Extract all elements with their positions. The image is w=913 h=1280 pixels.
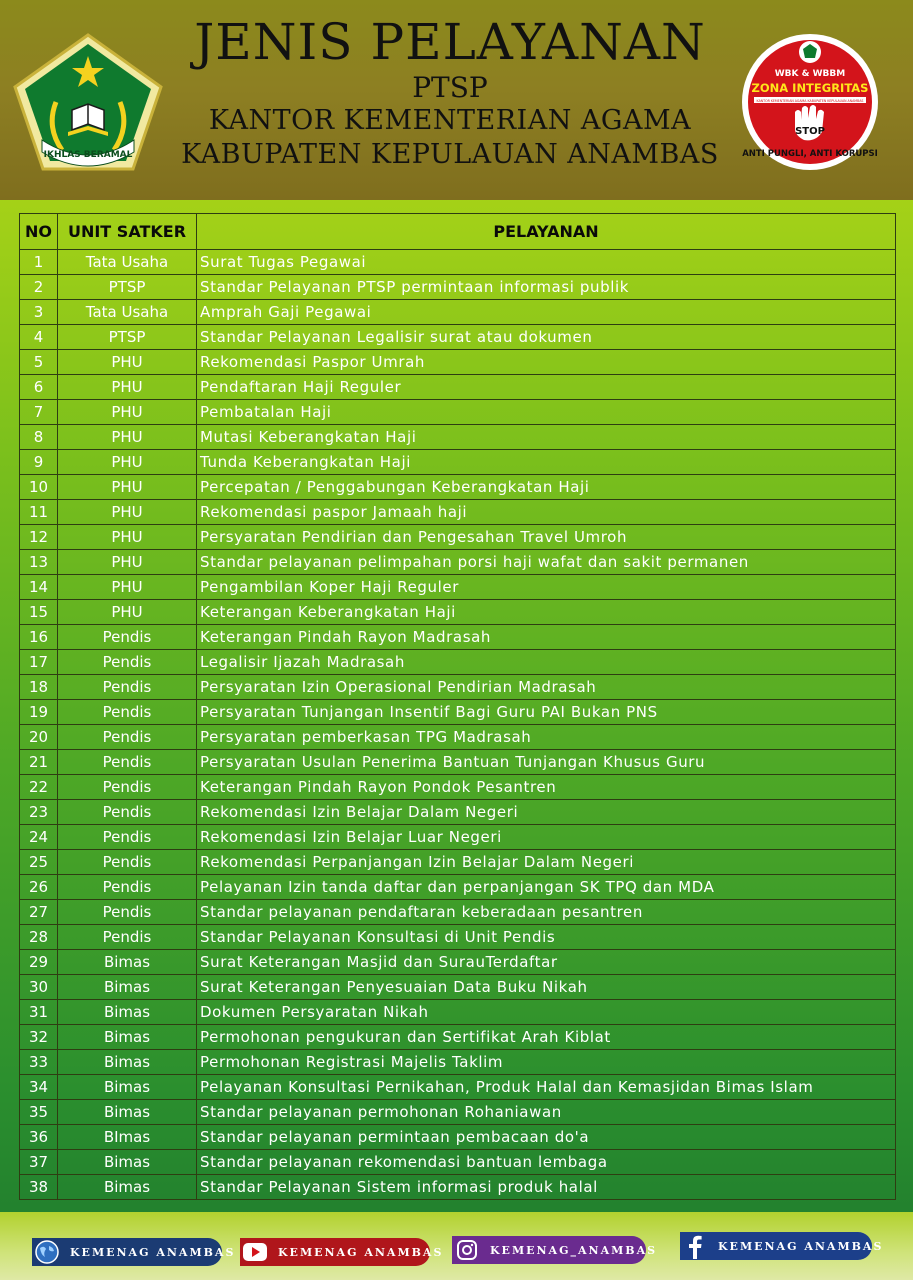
office-name-line2: KABUPATEN KEPULAUAN ANAMBAS <box>181 139 719 170</box>
row-unit: Bimas <box>58 950 197 975</box>
row-number: 35 <box>20 1100 58 1125</box>
row-service: Persyaratan Pendirian dan Pengesahan Travel Umroh <box>197 525 896 550</box>
table-row <box>20 850 896 875</box>
table-row <box>20 925 896 950</box>
row-service: Pengambilan Koper Haji Reguler <box>197 575 896 600</box>
table-row <box>20 900 896 925</box>
footer-social-bar <box>0 1212 913 1280</box>
row-number: 30 <box>20 975 58 1000</box>
row-number: 32 <box>20 1025 58 1050</box>
row-number: 14 <box>20 575 58 600</box>
row-service: Rekomendasi Paspor Umrah <box>197 350 896 375</box>
facebook-icon <box>680 1231 710 1261</box>
table-row <box>20 1175 896 1200</box>
row-service: Pembatalan Haji <box>197 400 896 425</box>
row-service: Rekomendasi paspor Jamaah haji <box>197 500 896 525</box>
svg-text:STOP: STOP <box>795 126 825 137</box>
website-label: KEMENAG ANAMBAS <box>70 1245 236 1259</box>
table-row <box>20 725 896 750</box>
row-service: Pelayanan Izin tanda daftar dan perpanjangan SK TPQ dan MDA <box>197 875 896 900</box>
row-unit: PTSP <box>58 325 197 350</box>
services-table-container <box>19 213 895 1200</box>
row-number: 24 <box>20 825 58 850</box>
table-row <box>20 475 896 500</box>
row-number: 31 <box>20 1000 58 1025</box>
row-number: 18 <box>20 675 58 700</box>
table-row <box>20 275 896 300</box>
header-title-block <box>170 12 730 172</box>
table-row <box>20 375 896 400</box>
globe-icon <box>32 1237 62 1267</box>
table-row <box>20 1075 896 1100</box>
row-service: Standar pelayanan permohonan Rohaniawan <box>197 1100 896 1125</box>
page-subtitle: PTSP <box>412 71 488 104</box>
row-service: Keterangan Keberangkatan Haji <box>197 600 896 625</box>
row-number: 33 <box>20 1050 58 1075</box>
table-row <box>20 300 896 325</box>
instagram-label: KEMENAG_ANAMBAS <box>490 1243 658 1257</box>
table-row <box>20 1000 896 1025</box>
row-unit: Pendis <box>58 650 197 675</box>
row-unit: Bimas <box>58 1000 197 1025</box>
table-row <box>20 400 896 425</box>
row-unit: PHU <box>58 425 197 450</box>
row-unit: Pendis <box>58 925 197 950</box>
row-unit: PHU <box>58 500 197 525</box>
row-number: 26 <box>20 875 58 900</box>
table-row <box>20 325 896 350</box>
row-unit: Pendis <box>58 675 197 700</box>
table-row <box>20 1125 896 1150</box>
row-number: 29 <box>20 950 58 975</box>
table-row <box>20 550 896 575</box>
table-row <box>20 775 896 800</box>
row-unit: Pendis <box>58 800 197 825</box>
table-row <box>20 700 896 725</box>
table-row <box>20 1150 896 1175</box>
table-row <box>20 450 896 475</box>
row-number: 1 <box>20 250 58 275</box>
row-unit: PHU <box>58 575 197 600</box>
row-number: 22 <box>20 775 58 800</box>
table-row <box>20 625 896 650</box>
row-unit: PHU <box>58 450 197 475</box>
row-service: Legalisir Ijazah Madrasah <box>197 650 896 675</box>
row-unit: Bimas <box>58 1150 197 1175</box>
row-number: 10 <box>20 475 58 500</box>
row-service: Persyaratan pemberkasan TPG Madrasah <box>197 725 896 750</box>
row-service: Standar pelayanan pendaftaran keberadaan pesantren <box>197 900 896 925</box>
row-service: Rekomendasi Perpanjangan Izin Belajar Dalam Negeri <box>197 850 896 875</box>
row-number: 36 <box>20 1125 58 1150</box>
row-service: Surat Tugas Pegawai <box>197 250 896 275</box>
row-number: 25 <box>20 850 58 875</box>
row-unit: Tata Usaha <box>58 250 197 275</box>
table-row <box>20 250 896 275</box>
row-unit: Bimas <box>58 1175 197 1200</box>
table-row <box>20 575 896 600</box>
row-service: Surat Keterangan Penyesuaian Data Buku Nikah <box>197 975 896 1000</box>
row-service: Permohonan Registrasi Majelis Taklim <box>197 1050 896 1075</box>
row-number: 8 <box>20 425 58 450</box>
row-unit: PHU <box>58 600 197 625</box>
table-row <box>20 825 896 850</box>
svg-text:IKHLAS BERAMAL: IKHLAS BERAMAL <box>43 150 133 160</box>
youtube-icon <box>240 1237 270 1267</box>
row-number: 11 <box>20 500 58 525</box>
row-service: Persyaratan Usulan Penerima Bantuan Tunjangan Khusus Guru <box>197 750 896 775</box>
row-unit: Pendis <box>58 750 197 775</box>
row-number: 19 <box>20 700 58 725</box>
row-unit: Pendis <box>58 850 197 875</box>
row-number: 16 <box>20 625 58 650</box>
row-service: Standar Pelayanan Sistem informasi produk halal <box>197 1175 896 1200</box>
kemenag-logo-icon <box>12 32 164 172</box>
row-service: Standar Pelayanan PTSP permintaan informasi publik <box>197 275 896 300</box>
svg-text:ANTI PUNGLI, ANTI KORUPSI: ANTI PUNGLI, ANTI KORUPSI <box>742 149 878 159</box>
table-row <box>20 650 896 675</box>
row-unit: Pendis <box>58 900 197 925</box>
row-number: 17 <box>20 650 58 675</box>
row-service: Pendaftaran Haji Reguler <box>197 375 896 400</box>
services-table <box>19 213 896 1200</box>
table-row <box>20 800 896 825</box>
row-number: 4 <box>20 325 58 350</box>
row-service: Keterangan Pindah Rayon Madrasah <box>197 625 896 650</box>
table-row <box>20 425 896 450</box>
office-name-line1: KANTOR KEMENTERIAN AGAMA <box>208 105 692 136</box>
row-number: 9 <box>20 450 58 475</box>
facebook-label: KEMENAG ANAMBAS <box>718 1239 884 1253</box>
table-row <box>20 975 896 1000</box>
row-service: Tunda Keberangkatan Haji <box>197 450 896 475</box>
table-row <box>20 1025 896 1050</box>
row-service: Mutasi Keberangkatan Haji <box>197 425 896 450</box>
row-number: 34 <box>20 1075 58 1100</box>
page-title: JENIS PELAYANAN <box>194 13 706 71</box>
header-banner <box>0 0 913 200</box>
instagram-icon <box>452 1235 482 1265</box>
row-service: Dokumen Persyaratan Nikah <box>197 1000 896 1025</box>
row-service: Amprah Gaji Pegawai <box>197 300 896 325</box>
facebook-link[interactable] <box>680 1232 884 1260</box>
row-service: Standar pelayanan pelimpahan porsi haji wafat dan sakit permanen <box>197 550 896 575</box>
svg-text:KANTOR KEMENTERIAN AGAMA KABUP: KANTOR KEMENTERIAN AGAMA KABUPATEN KEPULAUAN ANAMBAS <box>756 99 864 103</box>
row-number: 15 <box>20 600 58 625</box>
row-number: 13 <box>20 550 58 575</box>
row-service: Rekomendasi Izin Belajar Luar Negeri <box>197 825 896 850</box>
row-service: Keterangan Pindah Rayon Pondok Pesantren <box>197 775 896 800</box>
header-no: NO <box>20 214 58 250</box>
row-unit: PTSP <box>58 275 197 300</box>
header-service: PELAYANAN <box>197 214 896 250</box>
row-service: Standar pelayanan permintaan pembacaan do'a <box>197 1125 896 1150</box>
row-unit: Bimas <box>58 1075 197 1100</box>
row-unit: PHU <box>58 550 197 575</box>
row-number: 3 <box>20 300 58 325</box>
row-unit: Pendis <box>58 625 197 650</box>
row-number: 27 <box>20 900 58 925</box>
svg-text:ZONA INTEGRITAS: ZONA INTEGRITAS <box>751 81 869 95</box>
zona-integritas-badge-icon <box>740 32 880 172</box>
table-row <box>20 1050 896 1075</box>
row-unit: Pendis <box>58 775 197 800</box>
row-unit: Tata Usaha <box>58 300 197 325</box>
table-row <box>20 875 896 900</box>
header-unit: UNIT SATKER <box>58 214 197 250</box>
row-unit: Bimas <box>58 975 197 1000</box>
row-service: Pelayanan Konsultasi Pernikahan, Produk Halal dan Kemasjidan Bimas Islam <box>197 1075 896 1100</box>
row-service: Persyaratan Izin Operasional Pendirian Madrasah <box>197 675 896 700</box>
row-unit: PHU <box>58 475 197 500</box>
row-unit: Pendis <box>58 700 197 725</box>
row-unit: Pendis <box>58 825 197 850</box>
row-number: 5 <box>20 350 58 375</box>
instagram-link[interactable] <box>452 1236 658 1264</box>
row-service: Standar Pelayanan Legalisir surat atau dokumen <box>197 325 896 350</box>
row-number: 21 <box>20 750 58 775</box>
table-row <box>20 675 896 700</box>
row-service: Standar Pelayanan Konsultasi di Unit Pendis <box>197 925 896 950</box>
row-unit: PHU <box>58 400 197 425</box>
row-unit: BImas <box>58 1125 197 1150</box>
row-number: 20 <box>20 725 58 750</box>
row-service: Percepatan / Penggabungan Keberangkatan Haji <box>197 475 896 500</box>
table-header-row <box>20 214 896 250</box>
row-unit: PHU <box>58 350 197 375</box>
youtube-link[interactable] <box>240 1238 444 1266</box>
row-number: 7 <box>20 400 58 425</box>
row-unit: Bimas <box>58 1025 197 1050</box>
youtube-label: KEMENAG ANAMBAS <box>278 1245 444 1259</box>
row-number: 12 <box>20 525 58 550</box>
row-service: Persyaratan Tunjangan Insentif Bagi Guru PAI Bukan PNS <box>197 700 896 725</box>
row-service: Surat Keterangan Masjid dan SurauTerdaftar <box>197 950 896 975</box>
row-unit: Bimas <box>58 1100 197 1125</box>
table-row <box>20 525 896 550</box>
row-unit: PHU <box>58 375 197 400</box>
row-number: 38 <box>20 1175 58 1200</box>
row-unit: Pendis <box>58 875 197 900</box>
row-service: Rekomendasi Izin Belajar Dalam Negeri <box>197 800 896 825</box>
row-number: 2 <box>20 275 58 300</box>
svg-text:WBK & WBBM: WBK & WBBM <box>774 69 846 79</box>
row-service: Permohonan pengukuran dan Sertifikat Arah Kiblat <box>197 1025 896 1050</box>
table-row <box>20 600 896 625</box>
table-row <box>20 500 896 525</box>
row-number: 23 <box>20 800 58 825</box>
table-row <box>20 950 896 975</box>
row-unit: Bimas <box>58 1050 197 1075</box>
row-number: 6 <box>20 375 58 400</box>
table-row <box>20 750 896 775</box>
table-row <box>20 350 896 375</box>
row-service: Standar pelayanan rekomendasi bantuan lembaga <box>197 1150 896 1175</box>
website-link[interactable] <box>32 1238 236 1266</box>
table-row <box>20 1100 896 1125</box>
row-unit: Pendis <box>58 725 197 750</box>
row-number: 28 <box>20 925 58 950</box>
row-unit: PHU <box>58 525 197 550</box>
row-number: 37 <box>20 1150 58 1175</box>
